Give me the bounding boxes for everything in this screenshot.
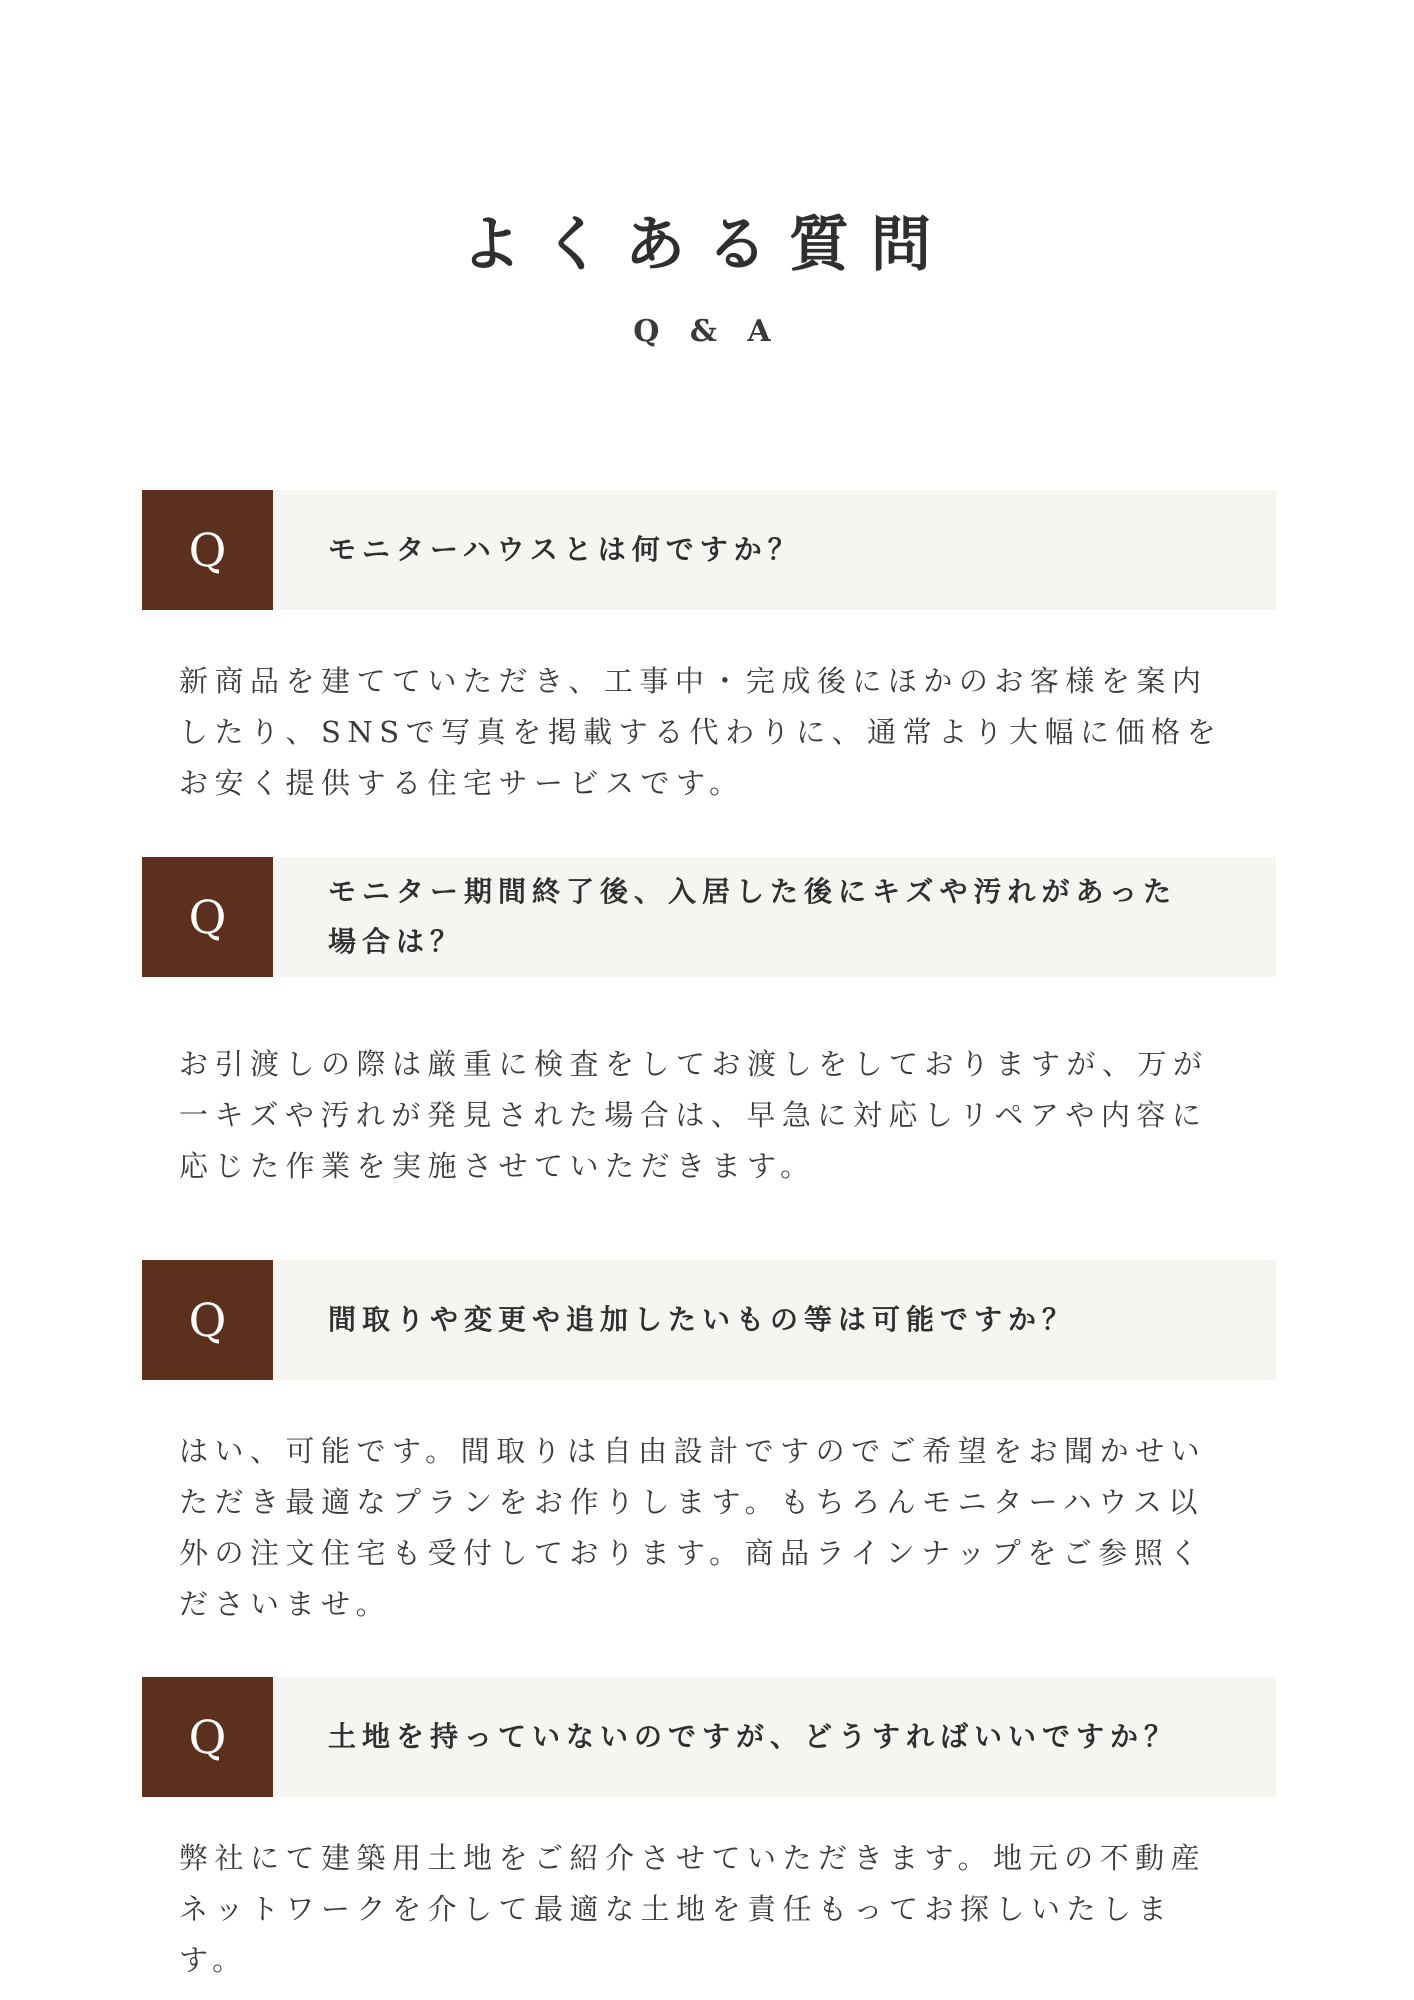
- q-badge: Q: [142, 1677, 273, 1797]
- question-text: モニターハウスとは何ですか？: [328, 533, 802, 566]
- answer-text: お引渡しの際は厳重に検査をしてお渡しをしておりますが、万が一キズや汚れが発見された場合は、早急に対応しリペアや内容に応じた作業を実施させていただきます。: [179, 1047, 1209, 1183]
- page-title: よくある質問: [461, 210, 953, 280]
- q-badge: Q: [142, 857, 273, 977]
- answer-text: 新商品を建てていただき、工事中・完成後にほかのお客様を案内したり、SNSで写真を掲載する代わりに、通常より大幅に価格をお安く提供する住宅サービスです。: [179, 664, 1223, 800]
- faq-item-4: [142, 1677, 1276, 1977]
- question-text: 土地を持っていないのですが、どうすればいいですか？: [328, 1720, 1179, 1753]
- q-badge: Q: [142, 1260, 273, 1380]
- question-bar: [142, 1260, 1276, 1380]
- page-subtitle: Q & A: [633, 314, 781, 349]
- faq-item-2: [142, 857, 1276, 1183]
- q-badge: Q: [142, 490, 273, 610]
- faq-item-3: [142, 1260, 1276, 1621]
- question-bar: [142, 857, 1276, 977]
- faq-item-1: [142, 490, 1276, 800]
- question-bar: [142, 490, 1276, 610]
- answer-text: 弊社にて建築用土地をご紹介させていただきます。地元の不動産ネットワークを介して最適な土地を責任もってお探しいたします。: [179, 1841, 1207, 1977]
- question-text: 間取りや変更や追加したいもの等は可能ですか？: [328, 1303, 1077, 1336]
- answer-text: はい、可能です。間取りは自由設計ですのでご希望をお聞かせいただき最適なプランをお作りします。もちろんモニターハウス以外の注文住宅も受付しております。商品ラインナップをご参照くださいませ。: [179, 1434, 1207, 1621]
- question-bar: [142, 1677, 1276, 1797]
- question-text: モニター期間終了後、入居した後にキズや汚れがあった場合は？: [328, 875, 1178, 958]
